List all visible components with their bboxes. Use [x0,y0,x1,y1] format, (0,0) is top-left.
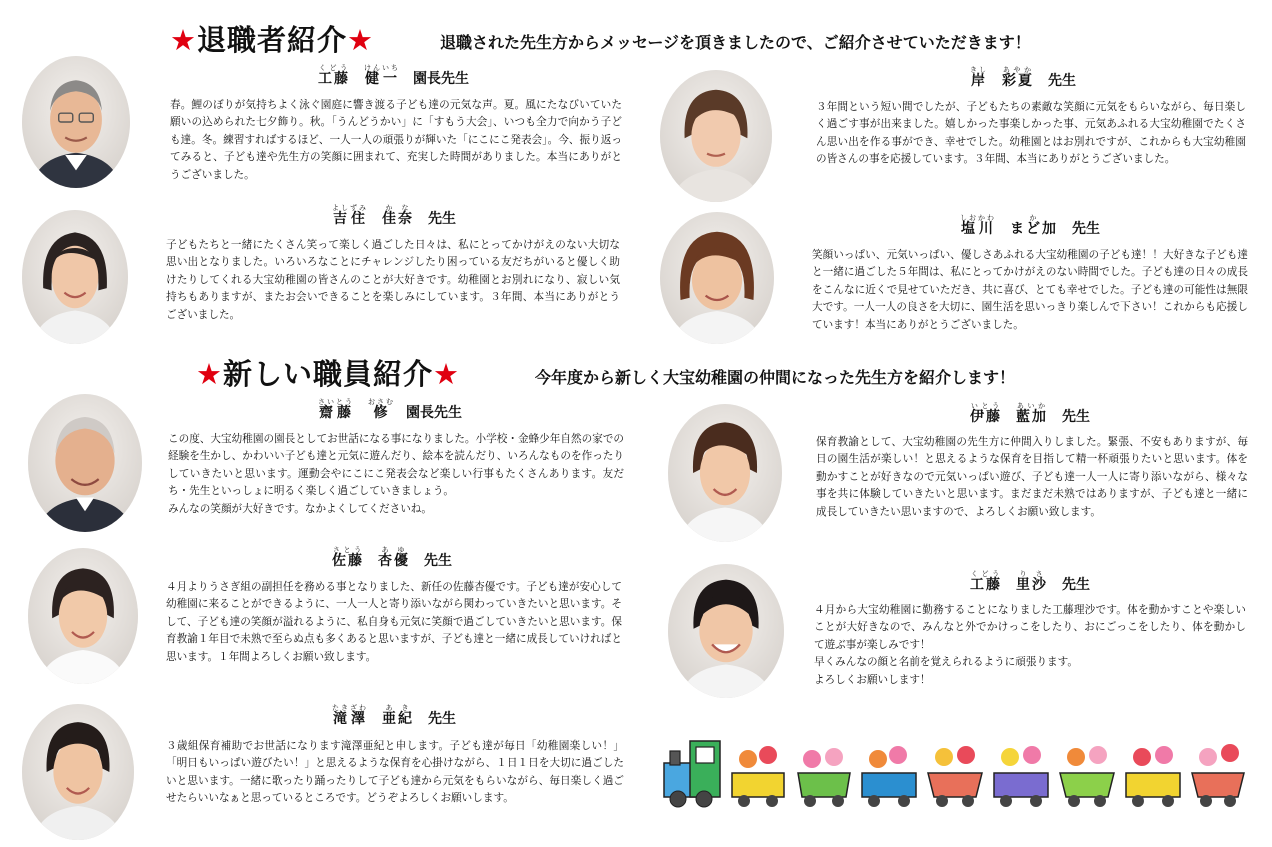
train-car-icon [732,746,784,807]
teacher-name: 吉住よしずみ佳奈かな先生 [332,204,456,227]
teacher-photo [668,564,784,698]
teacher-name: 滝澤たきざわ亜紀あき先生 [332,704,456,727]
star-icon: ★ [433,357,461,391]
newstaff-section-subtitle: 今年度から新しく大宝幼稚園の仲間になった先生方を紹介します！ [535,368,1016,387]
train-engine-icon [664,741,720,807]
teacher-message: 子どもたちと一緒にたくさん笑って楽しく過ごした日々は、私にとってかけがえのない大切な思い出となりました。いろいろなことにチャレンジしたり困っている友だちがいると優しく助けたりしてくれる大宝幼稚園の皆さんのことが大好きです。幼稚園とお別れになり、寂しい気持ちもありますが、またお会いできることを楽しみにしています。３年間、本当にありがとうございました。 [166,239,620,321]
newstaff-section-title: ★新しい職員紹介★ [196,357,461,391]
teacher-role: 園長先生 [413,71,469,87]
teacher-message: ４月から大宝幼稚園に勤務することになりました工藤理沙です。体を動かすことや楽しいことが大好きなので、みんなと外でかけっこをしたり、おにごっこをしたり、体を動かして遊ぶ事が楽しみです！ 早くみんなの顔と名前を覚えられるように頑張ります。 よろしくお願いします！ [814,604,1246,686]
teacher-photo [22,210,128,344]
star-icon: ★ [170,23,197,57]
teacher-message: ３年間という短い間でしたが、子どもたちの素敵な笑顔に元気をもらいながら、毎日楽しく過ごす事が出来ました。嬉しかった事楽しかった事、元気あふれる大宝幼稚園でたくさん思い出を作る事ができ、幸せでした。幼稚園とはお別れですが、これからも大宝幼稚園の皆さんの事を応援しています。３年間、本当にありがとうございました。 [816,101,1246,166]
train-car-icon [862,746,916,807]
teacher-photo [22,56,130,188]
teacher-name: 工藤くどう健一けんいち園長先生 [318,64,469,87]
teacher-message: 保育教諭として、大宝幼稚園の先生方に仲間入りしました。緊張、不安もありますが、毎日の園生活が楽しい！と思えるような保育を目指して精一杯頑張りたいと思います。体を動かすことが好きなので元気いっぱい遊び、子ども達一人一人に寄り添いながら、様々な事を共に体験していきたいと思います。まだまだ未熟ではありますが、子ども達と一緒に成長していきたい思いますので、よろしくお願い致します。 [816,436,1248,518]
retire-section-title: ★退職者紹介★ [170,23,375,57]
teacher-name: 塩川しおかわまど加か先生 [960,214,1100,237]
teacher-photo [28,394,142,532]
teacher-message: ４月よりうさぎ組の副担任を務める事となりました、新任の佐藤杏優です。子ども達が安心して幼稚園に来ることができるように、一人一人と寄り添いながら関わっていきたいと思います。そして、子ども達の笑顔が溢れるように、私自身も元気に笑顔で過ごしていきたいと思います。保育教諭１年目で未熟で至らぬ点も多くあると思いますが、子ども達と一緒に成長していければと思います。１年間よろしくお願い致します。 [166,581,622,663]
train-car-icon [994,746,1048,807]
train-car-icon [798,748,850,807]
teacher-message: ３歳組保育補助でお世話になります滝澤亜紀と申します。子ども達が毎日「幼稚園楽しい！」「明日もいっぱい遊びたい！」と思えるような保育を心掛けながら、１日１日を大切に過ごしたいと思います。一緒に歌ったり踊ったりして子ども達から元気をもらいながら、毎日楽しく過ごせたらいいなぁと思っているところです。どうぞよろしくお願いします。 [166,740,624,805]
train-car-icon [928,746,982,807]
teacher-name: 齋藤さいとう修おさむ園長先生 [318,398,462,421]
teacher-role: 先生 [428,211,456,227]
teacher-role: 先生 [1062,577,1090,593]
teacher-role: 先生 [1048,73,1076,89]
teacher-role: 園長先生 [406,405,462,421]
teacher-role: 先生 [424,553,452,569]
teacher-name: 岸きし彩夏あやか先生 [970,66,1076,89]
star-icon: ★ [196,357,223,391]
train-car-icon [1060,746,1114,807]
teacher-name: 伊藤いとう藍加あいか先生 [970,402,1090,425]
teacher-role: 先生 [1072,221,1100,237]
teacher-photo [22,704,134,840]
teacher-role: 先生 [1062,409,1090,425]
train-car-icon [1126,746,1180,807]
teacher-message: 春。鯉のぼりが気持ちよく泳ぐ園庭に響き渡る子ども達の元気な声。夏。風にたなびいていた願いの込められた七夕飾り。秋。「うんどうかい」に「すもう大会」、いつも全力で向かう子ども達。冬。練習すればするほど、一人一人の頑張りが輝いた「にこにこ発表会」。今、振り返ってみると、子ども達や先生方の笑顔に囲まれて、充実した時間がありました。本当にありがとうございました。 [170,99,622,181]
teacher-message: この度、大宝幼稚園の園長としてお世話になる事になりました。小学校・金蜂少年自然の家での経験を生かし、かわいい子ども達と元気に遊んだり、絵本を読んだり、いろんなものを作ったりしていきたいと思います。運動会やにこにこ発表会など楽しい行事もたくさんあります。友だち・先生といっしょに明るく楽しく過ごしていきましょう。 みんなの笑顔が大好きです。なかよくしてくださいね。 [168,433,624,515]
teacher-photo [28,548,138,684]
flower-train-illustration [660,735,1250,815]
teacher-photo [668,404,782,542]
star-icon: ★ [347,23,375,57]
retire-section-subtitle: 退職された先生方からメッセージを頂きましたので、ご紹介させていただきます！ [440,33,1031,52]
teacher-name: 工藤くどう里沙りさ先生 [970,570,1090,593]
teacher-message: 笑顔いっぱい、元気いっぱい、優しさあふれる大宝幼稚園の子ども達！！大好きな子ども達と一緒に過ごした５年間は、私にとってかけがえのない時間でした。子ども達の日々の成長をこんなに近くで見せていただき、共に喜び、とても幸せでした。子ども達の可能性は無限大です。一人一人の良さを大切に、園生活を思いっきり楽しんで下さい！これからも応援しています！本当にありがとうございました。 [812,249,1248,331]
teacher-role: 先生 [428,711,456,727]
teacher-photo [660,212,774,344]
teacher-name: 佐藤さとう杏優あゆ先生 [332,546,452,569]
teacher-photo [660,70,772,202]
train-car-icon [1192,744,1244,807]
